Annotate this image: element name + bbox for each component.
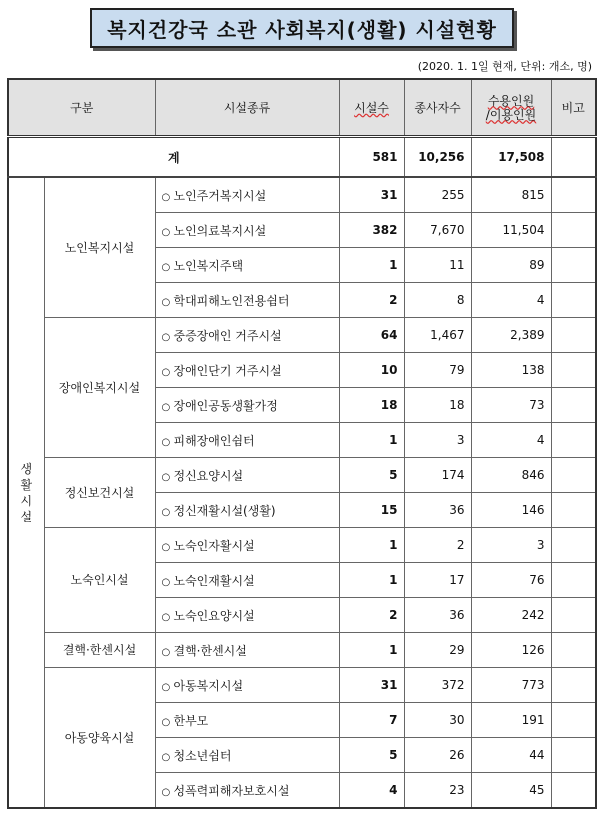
residents-cell: 44 bbox=[471, 738, 551, 773]
date-unit-note: (2020. 1. 1일 현재, 단위: 개소, 명) bbox=[417, 60, 592, 73]
residents-cell: 773 bbox=[471, 668, 551, 703]
count-cell: 5 bbox=[339, 458, 404, 493]
residents-cell: 146 bbox=[471, 493, 551, 528]
header-residents: 수용인원 /이용인원 bbox=[471, 79, 551, 137]
remarks-cell bbox=[551, 177, 596, 213]
residents-cell: 3 bbox=[471, 528, 551, 563]
residents-cell: 73 bbox=[471, 388, 551, 423]
facility-type-label: 노숙인재활시설 bbox=[173, 573, 255, 588]
bullet-icon: ○ bbox=[161, 191, 171, 203]
group-name: 결핵·한센시설 bbox=[44, 633, 155, 668]
facility-type-cell bbox=[155, 353, 339, 388]
count-cell: 2 bbox=[339, 598, 404, 633]
facility-type-label: 노숙인자활시설 bbox=[173, 538, 255, 553]
residents-cell: 846 bbox=[471, 458, 551, 493]
staff-cell: 7,670 bbox=[404, 213, 471, 248]
residents-cell: 4 bbox=[471, 283, 551, 318]
remarks-cell bbox=[551, 213, 596, 248]
staff-cell: 29 bbox=[404, 633, 471, 668]
remarks-cell bbox=[551, 318, 596, 353]
staff-cell: 23 bbox=[404, 773, 471, 809]
staff-cell: 11 bbox=[404, 248, 471, 283]
staff-cell: 8 bbox=[404, 283, 471, 318]
facility-type-cell bbox=[155, 248, 339, 283]
total-remarks bbox=[551, 137, 596, 178]
facility-type-label: 노숙인요양시설 bbox=[173, 608, 255, 623]
count-cell: 1 bbox=[339, 563, 404, 598]
header-facility-type: 시설종류 bbox=[155, 79, 339, 137]
facility-type-label: 정신요양시설 bbox=[173, 468, 244, 483]
header-count: 시설수 bbox=[339, 79, 404, 137]
facility-type-cell bbox=[155, 177, 339, 213]
count-cell: 64 bbox=[339, 318, 404, 353]
facility-type-label: 노인복지주택 bbox=[173, 258, 244, 273]
staff-cell: 30 bbox=[404, 703, 471, 738]
residents-cell: 126 bbox=[471, 633, 551, 668]
bullet-icon: ○ bbox=[161, 261, 171, 273]
facility-type-cell bbox=[155, 563, 339, 598]
count-cell: 10 bbox=[339, 353, 404, 388]
staff-cell: 174 bbox=[404, 458, 471, 493]
staff-cell: 36 bbox=[404, 493, 471, 528]
total-row bbox=[8, 137, 596, 178]
residents-cell: 4 bbox=[471, 423, 551, 458]
staff-cell: 79 bbox=[404, 353, 471, 388]
count-cell: 4 bbox=[339, 773, 404, 809]
table-row bbox=[8, 458, 596, 493]
facility-type-cell bbox=[155, 318, 339, 353]
bullet-icon: ○ bbox=[161, 751, 171, 763]
staff-cell: 18 bbox=[404, 388, 471, 423]
bullet-icon: ○ bbox=[161, 366, 171, 378]
residents-cell: 45 bbox=[471, 773, 551, 809]
count-cell: 1 bbox=[339, 248, 404, 283]
residents-cell: 2,389 bbox=[471, 318, 551, 353]
total-label: 계 bbox=[8, 137, 339, 178]
count-cell: 18 bbox=[339, 388, 404, 423]
residents-cell: 815 bbox=[471, 177, 551, 213]
bullet-icon: ○ bbox=[161, 681, 171, 693]
remarks-cell bbox=[551, 528, 596, 563]
facility-type-label: 피해장애인쉼터 bbox=[173, 433, 255, 448]
facility-type-label: 청소년쉼터 bbox=[173, 748, 232, 763]
facility-type-cell bbox=[155, 458, 339, 493]
facility-type-label: 노인주거복지시설 bbox=[173, 188, 267, 203]
total-count: 581 bbox=[339, 137, 404, 178]
residents-cell: 138 bbox=[471, 353, 551, 388]
header-category: 구분 bbox=[8, 79, 155, 137]
facility-table bbox=[7, 78, 597, 809]
facility-type-cell bbox=[155, 633, 339, 668]
total-staff: 10,256 bbox=[404, 137, 471, 178]
total-residents: 17,508 bbox=[471, 137, 551, 178]
facility-type-cell bbox=[155, 388, 339, 423]
remarks-cell bbox=[551, 738, 596, 773]
group-name: 장애인복지시설 bbox=[44, 318, 155, 458]
facility-type-label: 성폭력피해자보호시설 bbox=[173, 783, 290, 798]
table-row bbox=[8, 668, 596, 703]
table-row bbox=[8, 528, 596, 563]
remarks-cell bbox=[551, 423, 596, 458]
facility-type-cell bbox=[155, 528, 339, 563]
bullet-icon: ○ bbox=[161, 716, 171, 728]
facility-type-label: 장애인단기 거주시설 bbox=[173, 363, 282, 378]
staff-cell: 26 bbox=[404, 738, 471, 773]
bullet-icon: ○ bbox=[161, 541, 171, 553]
count-cell: 1 bbox=[339, 633, 404, 668]
facility-type-cell bbox=[155, 598, 339, 633]
remarks-cell bbox=[551, 668, 596, 703]
bullet-icon: ○ bbox=[161, 786, 171, 798]
header-remarks: 비고 bbox=[551, 79, 596, 137]
remarks-cell bbox=[551, 458, 596, 493]
bullet-icon: ○ bbox=[161, 471, 171, 483]
remarks-cell bbox=[551, 283, 596, 318]
count-cell: 5 bbox=[339, 738, 404, 773]
group-name: 아동양육시설 bbox=[44, 668, 155, 809]
group-name: 노숙인시설 bbox=[44, 528, 155, 633]
bullet-icon: ○ bbox=[161, 576, 171, 588]
residents-cell: 191 bbox=[471, 703, 551, 738]
remarks-cell bbox=[551, 633, 596, 668]
staff-cell: 1,467 bbox=[404, 318, 471, 353]
table-row bbox=[8, 633, 596, 668]
facility-type-label: 노인의료복지시설 bbox=[173, 223, 267, 238]
facility-type-label: 학대피해노인전용쉼터 bbox=[173, 293, 290, 308]
facility-type-label: 중증장애인 거주시설 bbox=[173, 328, 282, 343]
header-staff: 종사자수 bbox=[404, 79, 471, 137]
staff-cell: 3 bbox=[404, 423, 471, 458]
remarks-cell bbox=[551, 773, 596, 809]
remarks-cell bbox=[551, 598, 596, 633]
facility-type-cell bbox=[155, 423, 339, 458]
bullet-icon: ○ bbox=[161, 401, 171, 413]
staff-cell: 255 bbox=[404, 177, 471, 213]
facility-type-cell bbox=[155, 703, 339, 738]
facility-type-label: 한부모 bbox=[173, 713, 209, 728]
facility-type-cell bbox=[155, 773, 339, 809]
category-living-facility: 생활 시설 bbox=[8, 177, 44, 808]
facility-type-label: 정신재활시설(생활) bbox=[173, 503, 276, 518]
count-cell: 7 bbox=[339, 703, 404, 738]
remarks-cell bbox=[551, 563, 596, 598]
remarks-cell bbox=[551, 703, 596, 738]
facility-type-cell bbox=[155, 213, 339, 248]
residents-cell: 89 bbox=[471, 248, 551, 283]
remarks-cell bbox=[551, 353, 596, 388]
bullet-icon: ○ bbox=[161, 436, 171, 448]
staff-cell: 372 bbox=[404, 668, 471, 703]
bullet-icon: ○ bbox=[161, 506, 171, 518]
remarks-cell bbox=[551, 493, 596, 528]
table-row bbox=[8, 177, 596, 213]
staff-cell: 17 bbox=[404, 563, 471, 598]
count-cell: 1 bbox=[339, 423, 404, 458]
remarks-cell bbox=[551, 388, 596, 423]
facility-type-label: 아동복지시설 bbox=[173, 678, 244, 693]
count-cell: 15 bbox=[339, 493, 404, 528]
group-name: 정신보건시설 bbox=[44, 458, 155, 528]
page-title: 복지건강국 소관 사회복지(생활) 시설현황 bbox=[90, 8, 514, 48]
header-row bbox=[8, 79, 596, 137]
staff-cell: 36 bbox=[404, 598, 471, 633]
bullet-icon: ○ bbox=[161, 611, 171, 623]
residents-cell: 242 bbox=[471, 598, 551, 633]
count-cell: 382 bbox=[339, 213, 404, 248]
group-name: 노인복지시설 bbox=[44, 177, 155, 318]
facility-type-cell bbox=[155, 283, 339, 318]
facility-type-label: 장애인공동생활가정 bbox=[173, 398, 278, 413]
residents-cell: 76 bbox=[471, 563, 551, 598]
count-cell: 2 bbox=[339, 283, 404, 318]
bullet-icon: ○ bbox=[161, 296, 171, 308]
count-cell: 1 bbox=[339, 528, 404, 563]
count-cell: 31 bbox=[339, 668, 404, 703]
bullet-icon: ○ bbox=[161, 646, 171, 658]
facility-type-cell bbox=[155, 668, 339, 703]
facility-type-label: 결핵·한센시설 bbox=[173, 643, 247, 658]
remarks-cell bbox=[551, 248, 596, 283]
facility-type-cell bbox=[155, 493, 339, 528]
count-cell: 31 bbox=[339, 177, 404, 213]
facility-type-cell bbox=[155, 738, 339, 773]
residents-cell: 11,504 bbox=[471, 213, 551, 248]
staff-cell: 2 bbox=[404, 528, 471, 563]
bullet-icon: ○ bbox=[161, 331, 171, 343]
table-row bbox=[8, 318, 596, 353]
bullet-icon: ○ bbox=[161, 226, 171, 238]
